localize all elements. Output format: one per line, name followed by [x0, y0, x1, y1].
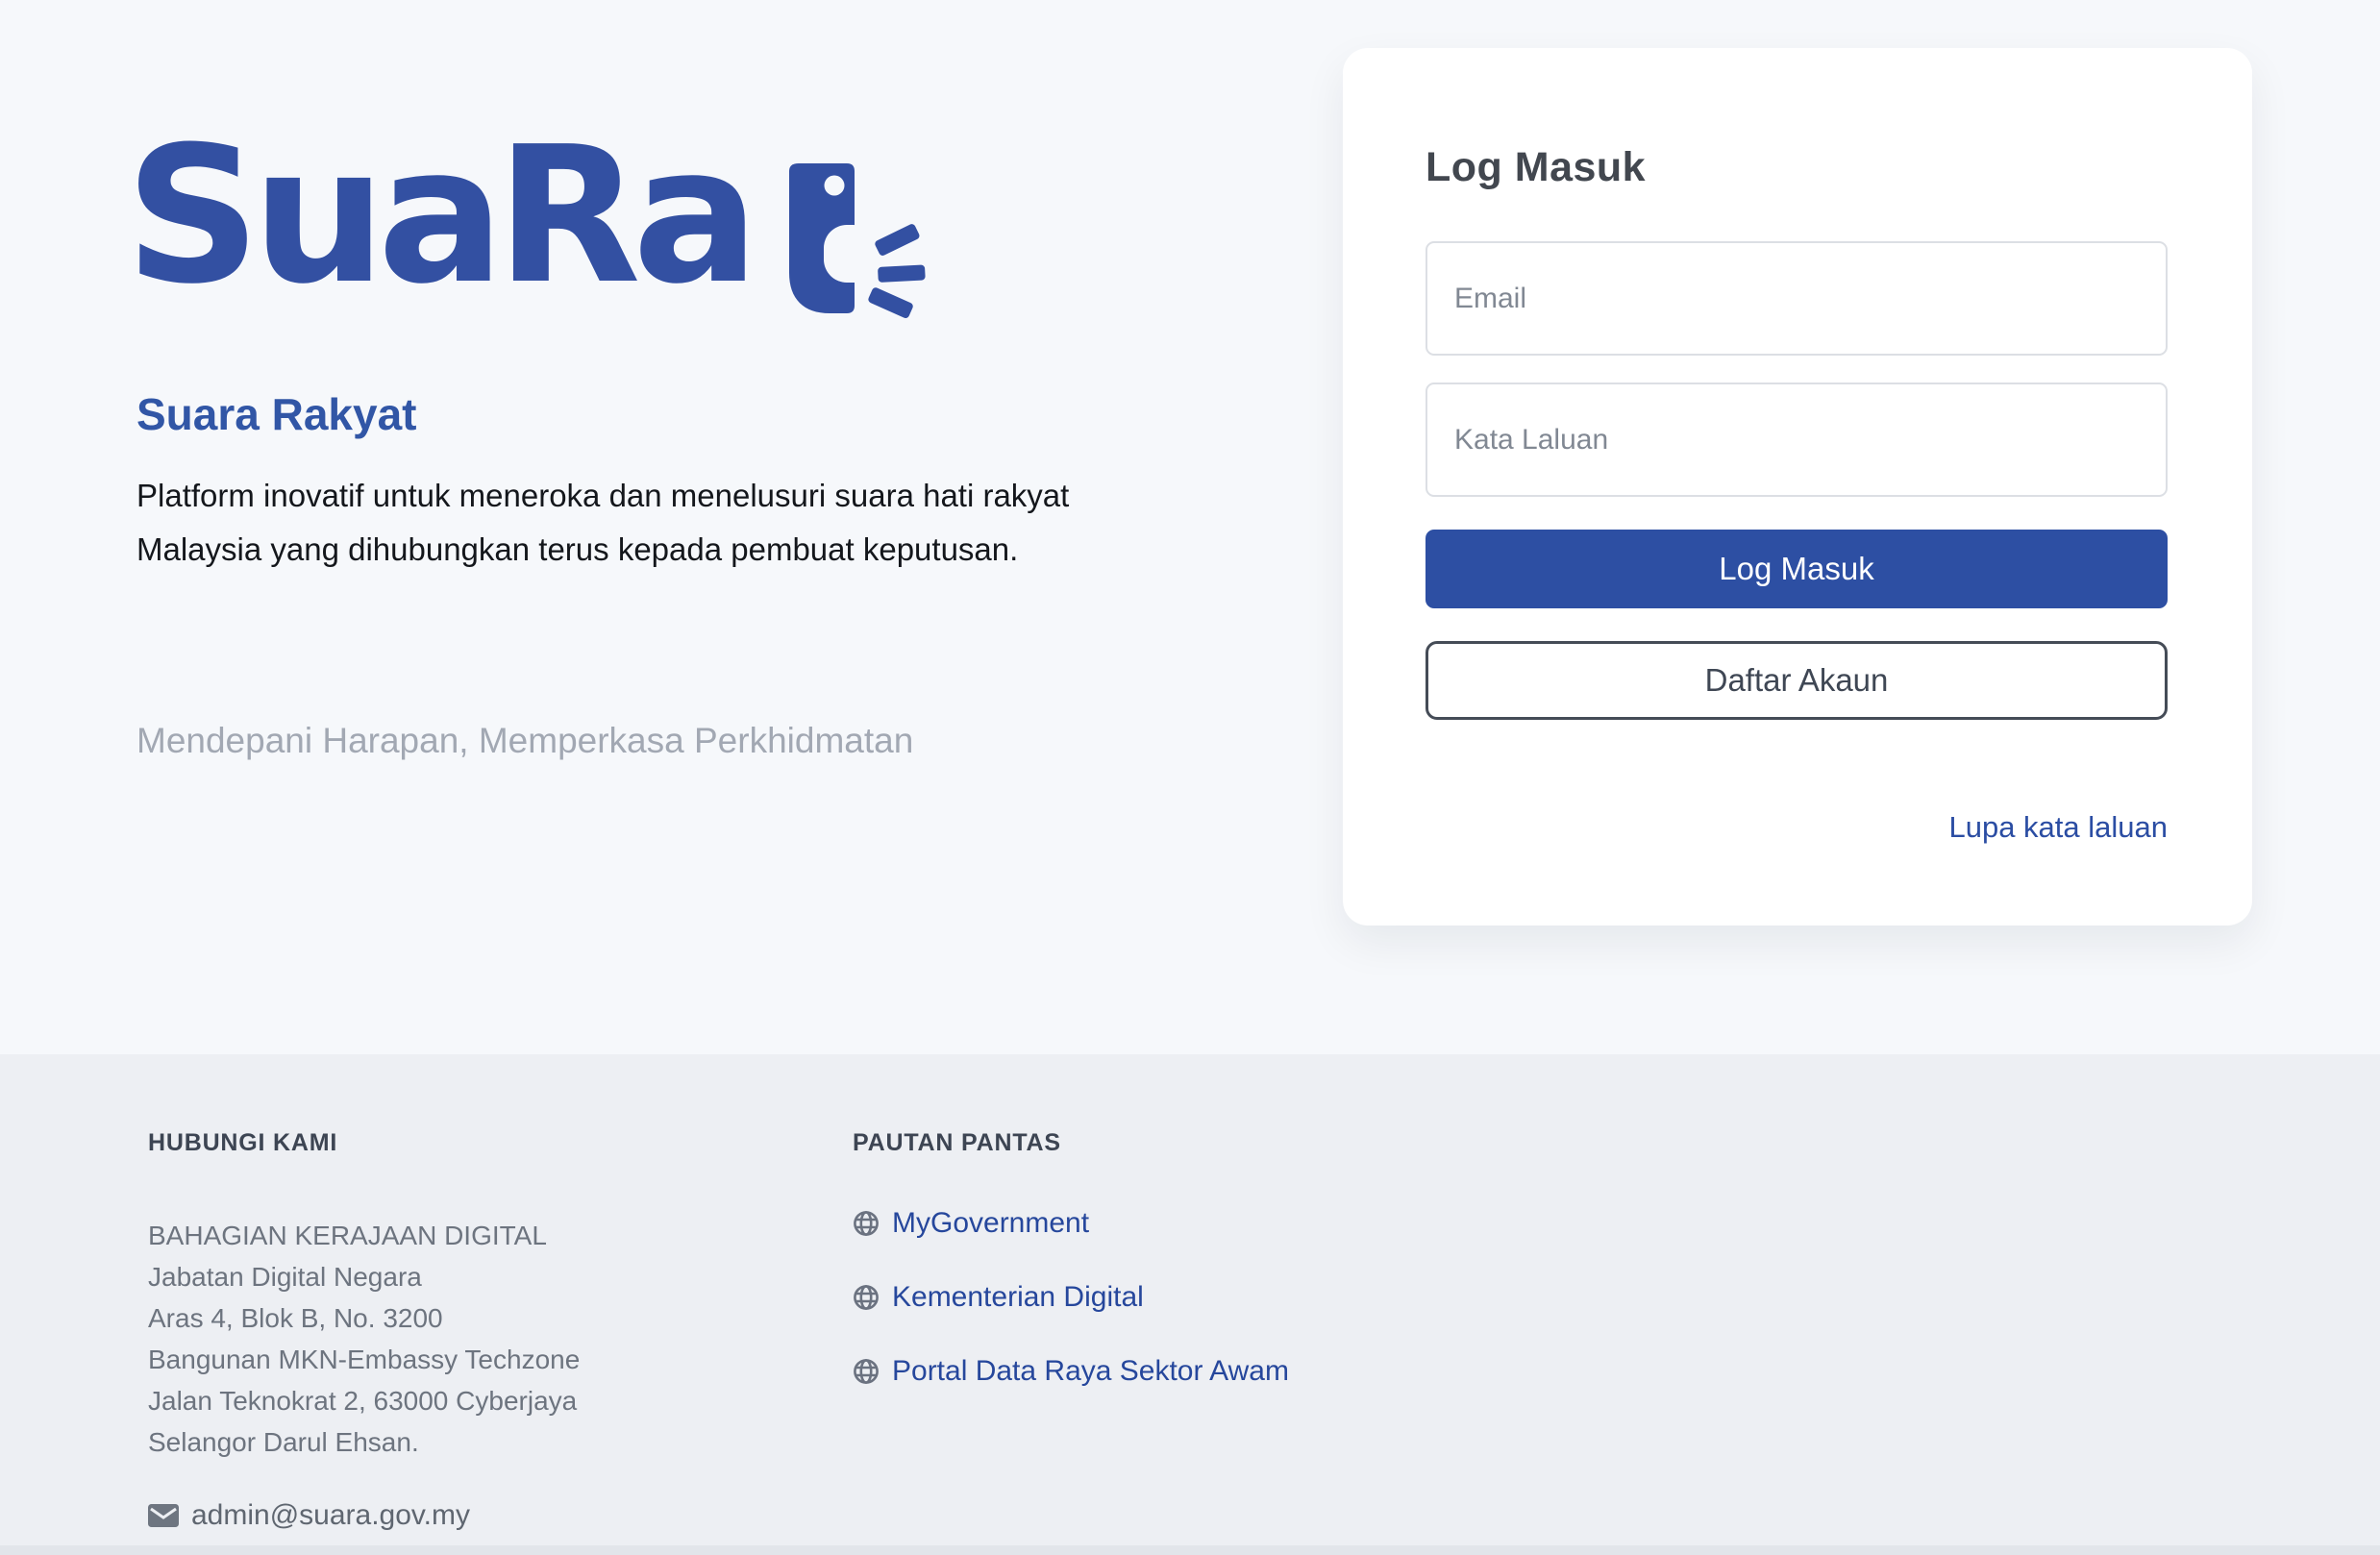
quick-link-portal-data-raya[interactable]: Portal Data Raya Sektor Awam: [892, 1355, 1289, 1387]
address-line: Jalan Teknokrat 2, 63000 Cyberjaya: [148, 1386, 578, 1416]
address-line: Bangunan MKN-Embassy Techzone: [148, 1345, 581, 1374]
footer-contact-column: [148, 1129, 763, 1532]
contact-email: admin@suara.gov.my: [191, 1499, 471, 1531]
login-title: Log Masuk: [1426, 144, 1647, 190]
envelope-icon: [148, 1504, 179, 1527]
address-line: BAHAGIAN KERAJAAN DIGITAL: [148, 1221, 547, 1250]
forgot-password-link[interactable]: Lupa kata laluan: [1948, 810, 2168, 844]
logo-wordmark: SuaRa: [125, 107, 752, 326]
quick-link-kementerian-digital[interactable]: Kementerian Digital: [892, 1281, 1144, 1313]
brand-logo: [125, 107, 926, 326]
megaphone-face-icon: [789, 163, 926, 321]
footer: [0, 1054, 2380, 1555]
contact-email-row: [148, 1499, 763, 1532]
password-input[interactable]: [1426, 383, 2168, 497]
quick-links-heading: PAUTAN PANTAS: [853, 1129, 1061, 1156]
globe-icon: [853, 1284, 880, 1311]
quick-link-row: [853, 1207, 1525, 1240]
globe-icon: [853, 1358, 880, 1385]
register-button[interactable]: Daftar Akaun: [1426, 641, 2168, 720]
brand-tagline: Mendepani Harapan, Memperkasa Perkhidmatan: [136, 721, 914, 760]
password-field-wrapper: [1426, 383, 2168, 497]
email-input[interactable]: [1426, 241, 2168, 356]
email-field-wrapper: [1426, 241, 2168, 356]
forgot-password-row: [1426, 810, 2168, 845]
brand-name-heading: Suara Rakyat: [136, 389, 417, 439]
contact-address: [148, 1215, 763, 1463]
quick-link-row: [853, 1281, 1525, 1314]
address-line: Selangor Darul Ehsan.: [148, 1427, 419, 1457]
quick-link-mygovernment[interactable]: MyGovernment: [892, 1207, 1090, 1239]
footer-bottom-strip: [0, 1545, 2380, 1555]
address-line: Aras 4, Blok B, No. 3200: [148, 1303, 443, 1333]
quick-link-row: [853, 1355, 1525, 1388]
login-submit-button[interactable]: Log Masuk: [1426, 530, 2168, 608]
globe-icon: [853, 1210, 880, 1237]
address-line: Jabatan Digital Negara: [148, 1262, 422, 1292]
login-card: [1343, 48, 2252, 926]
footer-links-column: [853, 1129, 1525, 1429]
contact-heading: HUBUNGI KAMI: [148, 1129, 338, 1156]
brand-description: Platform inovatif untuk meneroka dan menelusuri suara hati rakyat Malaysia yang dihubungkan terus kepada pembuat keputusan.: [136, 478, 1070, 567]
quick-links-list: [853, 1207, 1525, 1388]
